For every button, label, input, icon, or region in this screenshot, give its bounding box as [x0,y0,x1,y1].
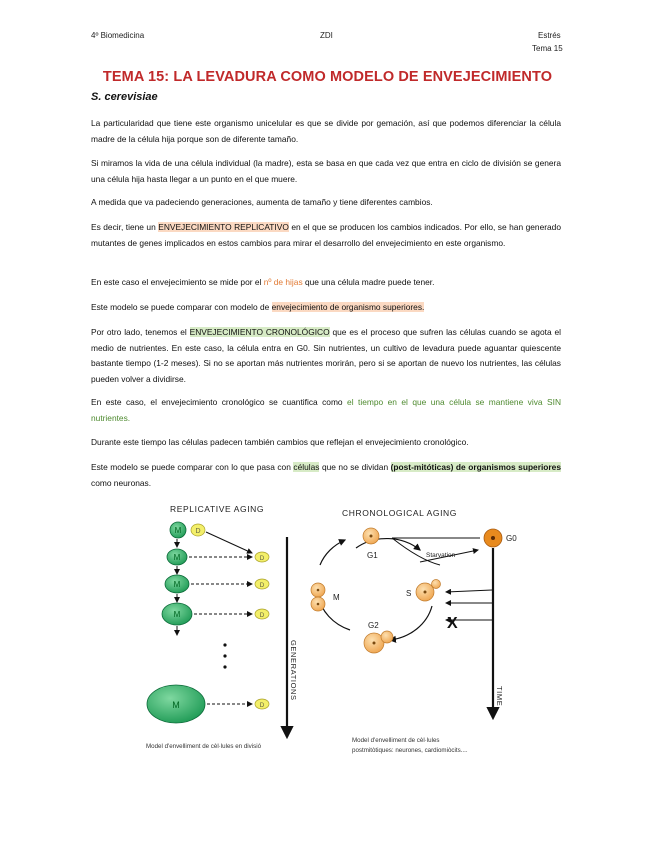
daughter-cell-4 [255,699,269,709]
cell-g1 [363,528,379,544]
highlight-time-alive: el tiempo en el que una célula se mantiene viva SIN nutrientes. [91,397,561,423]
svg-text:M: M [173,553,181,562]
ellipsis-dot [223,643,226,646]
cell-g2 [364,631,393,653]
highlight-replicative-aging: ENVEJECIMIENTO REPLICATIVO [158,222,289,232]
replicative-title: REPLICATIVE AGING [170,504,265,514]
caption-chronological-1: Model d'envelliment de cèl·lules [352,737,440,744]
mother-cell-gen3 [165,575,189,593]
daughter-cell-2 [255,579,269,589]
mother-cell-gen1 [170,522,186,538]
svg-text:D: D [259,702,265,709]
label-s: S [406,589,412,598]
mother-cell-old [147,685,205,723]
chronological-title: CHRONOLOGICAL AGING [342,508,457,518]
highlight-superior-organisms: envejecimiento de organismo superiores. [271,302,425,312]
svg-text:D: D [259,612,265,619]
svg-text:D: D [259,582,265,589]
daughter-cell-3 [255,609,269,619]
svg-text:M: M [173,610,181,619]
header-center: ZDI [320,31,333,40]
arrow-to-daughter-1 [206,532,252,553]
cell-g0 [484,529,502,547]
page-subtitle: S. cerevisiae [91,91,158,103]
paragraph-postmitotic: Este modelo se puede comparar con lo que pasa con células que no se dividan (post-mitóticas) de organismos superiores como neuronas. [91,462,561,488]
time-label: TIME [495,686,504,707]
paragraph-compare-superior: Este modelo se puede comparar con modelo de envejecimiento de organismo superiores. [91,302,425,312]
header-course: 4º Biomedicina [91,31,145,40]
svg-text:M: M [173,580,181,589]
svg-text:D: D [259,555,265,562]
block-mark: X [447,615,458,632]
label-g1: G1 [367,551,378,560]
paragraph-replicative: Es decir, tiene un ENVEJECIMIENTO REPLICATIVO en el que se producen los cambios indicados. Por ello, se han generado mutantes de genes implicados en estos cambios para mirar el desarrollo del envejecimiento en este organismo. [91,222,561,248]
paragraph-measure: En este caso el envejecimiento se mide por el nº de hijas que una célula madre puede tener. [91,277,435,287]
label-m: M [333,593,340,602]
header-lesson: Tema 15 [532,44,563,53]
cell-m [311,583,325,611]
highlight-postmitotic: (post-mitóticas) de organismos superiores [390,462,561,472]
page-title: TEMA 15: LA LEVADURA COMO MODELO DE ENVEJECIMIENTO [102,69,553,85]
paragraph-lifespan: Si miramos la vida de una célula individual (la madre), esta se basa en que cada vez que entra en ciclo de división se genera una célula hija hasta llegar a un punto en el que muere. [91,158,561,184]
paragraph-quantify: En este caso, el envejecimiento cronológico se cuantifica como el tiempo en el que una célula se mantiene viva SIN nutrientes. [91,397,561,423]
paragraph-budding: La particularidad que tiene este organismo unicelular es que se divide por gemación, así que podemos diferenciar la célula madre de la célula hija porque son de diferente tamaño. [91,118,561,144]
ellipsis-dot [223,665,226,668]
svg-text:D: D [195,528,201,535]
arrow-return-1 [446,590,492,592]
generations-label: GENERATIONS [289,640,298,701]
cycle-arrow-m-g1 [320,540,345,565]
label-g2: G2 [368,621,379,630]
cycle-arrow-s-g2 [390,606,432,640]
label-g0: G0 [506,534,517,543]
starvation-label: Starvation [426,552,456,559]
highlight-daughters: nº de hijas [263,277,303,287]
caption-chronological-2: postmitòtiques: neurones, cardiomiòcits.... [352,747,468,754]
cell-s [416,580,441,602]
caption-replicative: Model d'envelliment de cèl·lules en divisió [146,743,262,750]
ellipsis-dot [223,654,226,657]
svg-text:M: M [174,526,182,535]
mother-cell-gen2 [167,549,187,565]
header-topic: Estrés [538,31,561,40]
paragraph-changes: Durante este tiempo las células padecen también cambios que reflejan el envejecimiento cronológico. [91,437,469,447]
highlight-chronological-aging: ENVEJECIMIENTO CRONOLÓGICO [189,327,330,337]
highlight-cells: células [293,462,320,472]
paragraph-chronological: Por otro lado, tenemos el ENVEJECIMIENTO CRONOLÓGICO que es el proceso que sufren las células cuando se agota el medio de nutrientes. En este caso, la célula entra en G0. Sin nutrientes, un cultivo de levadura puede aguantar quiescente bastante tiempo (1-2 meses). Si no se aportan más nutrientes morirán, pero si se aportan de nuevo los nutrientes, las células pueden volver a dividirse. [91,327,561,384]
svg-text:M: M [172,700,180,710]
paragraph-generations: A medida que va padeciendo generaciones, aumenta de tamaño y tiene diferentes cambios. [91,197,433,207]
mother-cell-gen4 [162,603,192,625]
daughter-bud-gen1 [191,524,205,536]
daughter-cell-1 [255,552,269,562]
